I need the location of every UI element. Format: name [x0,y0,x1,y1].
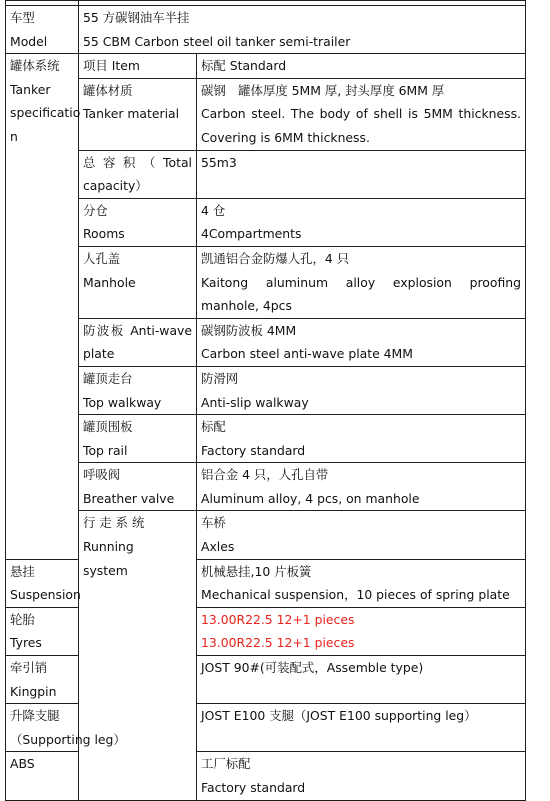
item-cn: 轮胎 [10,611,35,627]
item-cell [79,150,197,198]
header-standard [197,54,526,79]
item-en: Top walkway [83,394,162,410]
item-cn: 人孔盖 [83,250,121,266]
section-tanker-en-1: Tanker [10,81,51,97]
item-en: Tanker material [83,106,180,122]
value-text: JOST 90#(可装配式，Assemble type) [201,660,424,676]
value-cn: 铝合金 4 只，人孔自带 [201,467,329,483]
row-top-walkway [6,366,526,414]
item-text: 防波板 Anti-wave plate [83,322,192,362]
value-en: Factory standard [201,780,306,795]
value-cn: 机械悬挂,10 片板簧 [201,563,312,579]
item-en: Kingpin [10,683,57,699]
model-value-cell [79,6,526,54]
section-running-cn: 行 走 系 统 [83,515,145,531]
value-cell [197,150,526,198]
value-cell [197,246,526,318]
value-cn: 防滑网 [201,370,239,386]
model-label-cn: 车型 [10,10,35,25]
value-en: Aluminum alloy, 4 pcs, on manhole [201,490,420,506]
item-en: Rooms [83,226,125,242]
model-row [6,6,526,54]
item-cn: 牵引销 [10,660,48,676]
value-en: Kaitong aluminum alloy explosion proofing manhole, 4pcs [201,274,521,314]
value-cell [197,318,526,366]
value-cn: 标配 [201,419,226,435]
model-value-cn: 55 方碳钢油车半挂 [83,10,190,25]
item-en: Suspension [10,587,81,603]
value-cell [197,198,526,246]
item-cell [6,559,79,607]
item-cell [6,656,79,704]
value-text: 55m3 [201,154,237,170]
item-cell [79,246,197,318]
item-cn: 罐顶围板 [83,419,133,435]
column-header-row [6,54,526,79]
header-item-text: 项目 Item [83,58,140,74]
section-tanker [6,54,79,559]
item-en: Breather valve [83,490,175,506]
value-text: JOST E100 支腿（JOST E100 supporting leg） [201,708,477,724]
row-breather-valve [6,463,526,511]
item-en: Tyres [10,635,42,651]
item-text: 总 容 积 （ Total capacity） [83,154,192,194]
model-value-en: 55 CBM Carbon steel oil tanker semi-trailer [83,33,351,49]
value-cn: 工厂标配 [201,756,251,772]
item-cell [197,511,526,559]
spec-table [5,0,526,801]
value-en: Carbon steel anti-wave plate 4MM [201,346,413,362]
item-cn: 悬挂 [10,563,35,579]
value-en: Carbon steel. The body of shell is 5MM thickness. Covering is 6MM thickness. [201,106,521,145]
section-tanker-en-2: specificatio [10,105,81,121]
header-standard-text: 标配 Standard [201,58,287,74]
value-cell [197,752,526,800]
item-cn: 车桥 [201,515,226,531]
value-cell [197,607,526,655]
value-cn: 凯通铝合金防爆人孔，4 只 [201,250,350,266]
item-en: （Supporting leg） [10,731,126,747]
item-cell [6,704,126,752]
row-rooms [6,198,526,246]
model-label-cell [6,6,79,54]
value-cell [197,78,526,150]
value-cell [197,559,526,607]
header-item [79,54,197,79]
section-running-en-2: system [83,562,128,578]
section-tanker-cn: 罐体系统 [10,58,60,74]
value-en: Mechanical suspension，10 pieces of spring plate [201,587,510,603]
item-cn: 罐顶走台 [83,370,133,386]
item-cn: 升降支腿 [10,708,60,724]
row-tanker-material [6,78,526,150]
value-line-2: 13.00R22.5 12+1 pieces [201,635,355,651]
row-anti-wave-plate [6,318,526,366]
item-cell [79,318,197,366]
value-en: 4Compartments [201,226,302,242]
item-cell [79,415,197,463]
item-text: ABS [10,756,35,772]
spec-sheet [5,0,525,795]
value-cn: 4 仓 [201,202,226,218]
item-cn: 罐体材质 [83,82,133,98]
row-manhole [6,246,526,318]
value-cell [197,415,526,463]
item-cell [6,752,79,800]
value-cn: 碳钢 罐体厚度 5MM 厚, 封头厚度 6MM 厚 [201,82,445,98]
item-cell [79,78,197,150]
value-cell [197,704,526,752]
value-en: Anti-slip walkway [201,394,309,410]
value-cell [197,463,526,511]
value-cell [197,656,526,704]
item-cell [79,463,197,511]
item-cell [79,198,197,246]
model-label-en: Model [10,33,48,49]
section-running [79,511,197,800]
value-cn: 碳钢防波板 4MM [201,322,297,338]
item-en: Top rail [83,442,128,458]
value-line-1: 13.00R22.5 12+1 pieces [201,611,355,627]
item-en: Manhole [83,274,136,290]
row-top-rail [6,415,526,463]
item-cn: 分仓 [83,202,108,218]
item-cn: 呼吸阀 [83,467,121,483]
value-en: Factory standard [201,442,306,458]
value-cell [197,366,526,414]
item-en: Axles [201,539,235,555]
row-axles [6,511,526,559]
item-cell [79,366,197,414]
section-running-en-1: Running [83,539,134,555]
item-cell [6,607,79,655]
section-tanker-en-3: n [10,128,18,144]
row-total-capacity [6,150,526,198]
